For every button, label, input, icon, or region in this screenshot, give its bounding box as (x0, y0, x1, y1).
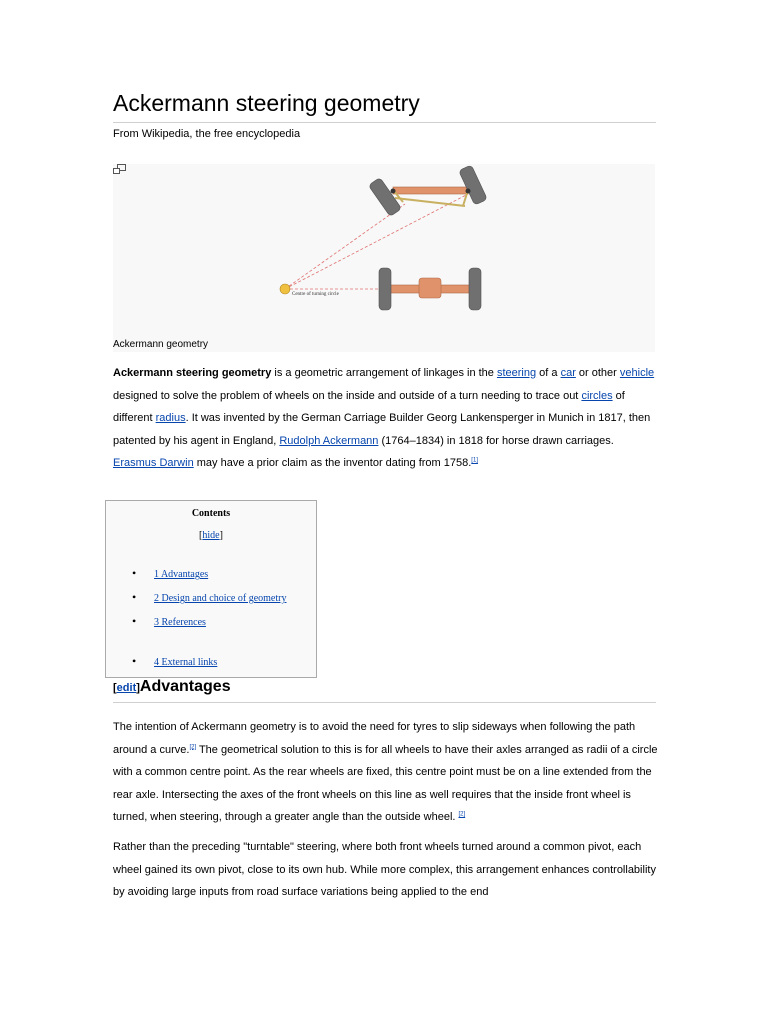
turning-centre-marker (280, 284, 290, 294)
toc-hide-link[interactable]: hide (202, 530, 220, 541)
section-title: Advantages (139, 678, 231, 695)
paragraph-text: The geometrical solution to this is for all wheels to have their axles arranged as radii of a circle with a common centre point. As the rear wheels are fixed, this centre point must be on a line extended from the rear axle. Intersecting the axes of the front wheels on this line as well requires that the inside front wheel is turned, when steering, through a greater angle than the outside wheel. (113, 743, 658, 824)
intro-text: (1764–1834) in 1818 for horse drawn carriages. (378, 434, 614, 447)
toc-bracket: ] (219, 530, 223, 541)
link-car[interactable]: car (560, 367, 576, 379)
guide-line-right-wheel (285, 194, 468, 289)
toc-link-external-links[interactable]: 4 External links (154, 657, 218, 668)
rear-left-wheel (379, 268, 391, 310)
intro-text: is a geometric arrangement of linkages in the (271, 367, 497, 379)
toc-link-design[interactable]: 2 Design and choice of geometry (154, 593, 287, 604)
kingpin-right (466, 189, 471, 194)
site-tagline: From Wikipedia, the free encyclopedia (113, 128, 301, 140)
link-circles[interactable]: circles (581, 389, 613, 402)
rear-right-wheel (469, 268, 481, 310)
link-radius[interactable]: radius (155, 412, 186, 425)
kingpin-left (391, 189, 396, 194)
toc-title: Contents (191, 508, 231, 519)
intro-text: or other (575, 367, 620, 379)
link-erasmus-darwin[interactable]: Erasmus Darwin (113, 457, 194, 470)
paragraph-text: The intention of Ackermann geometry is to avoid the need for tyres to slip sideways when following the path around a curve. (113, 721, 636, 756)
table-of-contents (105, 500, 317, 678)
front-right-wheel (459, 165, 488, 205)
bullet-icon: • (132, 614, 137, 628)
link-steering[interactable]: steering (496, 367, 537, 379)
reference-link[interactable]: [2] (458, 811, 466, 818)
edit-bracket: ] (136, 682, 140, 694)
edit-link[interactable]: edit (116, 682, 137, 694)
intro-paragraph (113, 362, 658, 475)
reference-link[interactable]: [2] (189, 743, 197, 750)
link-vehicle[interactable]: vehicle (619, 367, 655, 379)
intro-text: designed to solve the problem of wheels on the inside and outside of a turn needing to trace out (113, 389, 582, 402)
toc-bracket: [ (199, 530, 203, 541)
front-axle (393, 187, 468, 194)
intro-text: may have a prior claim as the inventor dating from 1758. (193, 457, 472, 470)
edit-bracket: [ (113, 682, 117, 694)
figure-caption: Ackermann geometry (113, 339, 209, 350)
magnify-clip-icon[interactable] (113, 164, 126, 174)
intro-text: of a (536, 367, 561, 379)
bullet-icon: • (132, 590, 137, 604)
edit-section (113, 682, 140, 694)
page-title: Ackermann steering geometry (113, 88, 656, 123)
tie-rod (395, 198, 465, 206)
intro-text: . It was invented by the German Carriage Builder Georg Lankensperger in Munich in 1817, then patented by his agent in England, (113, 412, 651, 447)
ackermann-diagram (113, 164, 655, 324)
ackermann-figure (113, 164, 655, 352)
front-left-wheel (368, 177, 401, 216)
section-heading-advantages (113, 678, 656, 703)
bullet-icon: • (132, 566, 137, 580)
link-rudolph-ackermann[interactable]: Rudolph Ackermann (279, 434, 379, 447)
advantages-paragraph-1 (113, 716, 658, 829)
intro-text: of different (113, 389, 625, 425)
advantages-paragraph-2: Rather than the preceding "turntable" steering, where both front wheels turned around a common pivot, each wheel gained its own pivot, close to its own hub. While more complex, this arrangement enhances controllability by avoiding large inputs from road surface variations being applied to the end (113, 841, 656, 899)
differential (419, 278, 441, 298)
toc-link-references[interactable]: 3 References (154, 617, 206, 628)
intro-bold-term: Ackermann steering geometry (113, 367, 272, 379)
turning-centre-label: Centre of turning circle (292, 292, 339, 297)
toc-hide-toggle (106, 530, 316, 541)
reference-link[interactable]: [1] (471, 457, 478, 464)
toc-link-advantages[interactable]: 1 Advantages (154, 569, 209, 580)
bullet-icon: • (132, 654, 137, 668)
